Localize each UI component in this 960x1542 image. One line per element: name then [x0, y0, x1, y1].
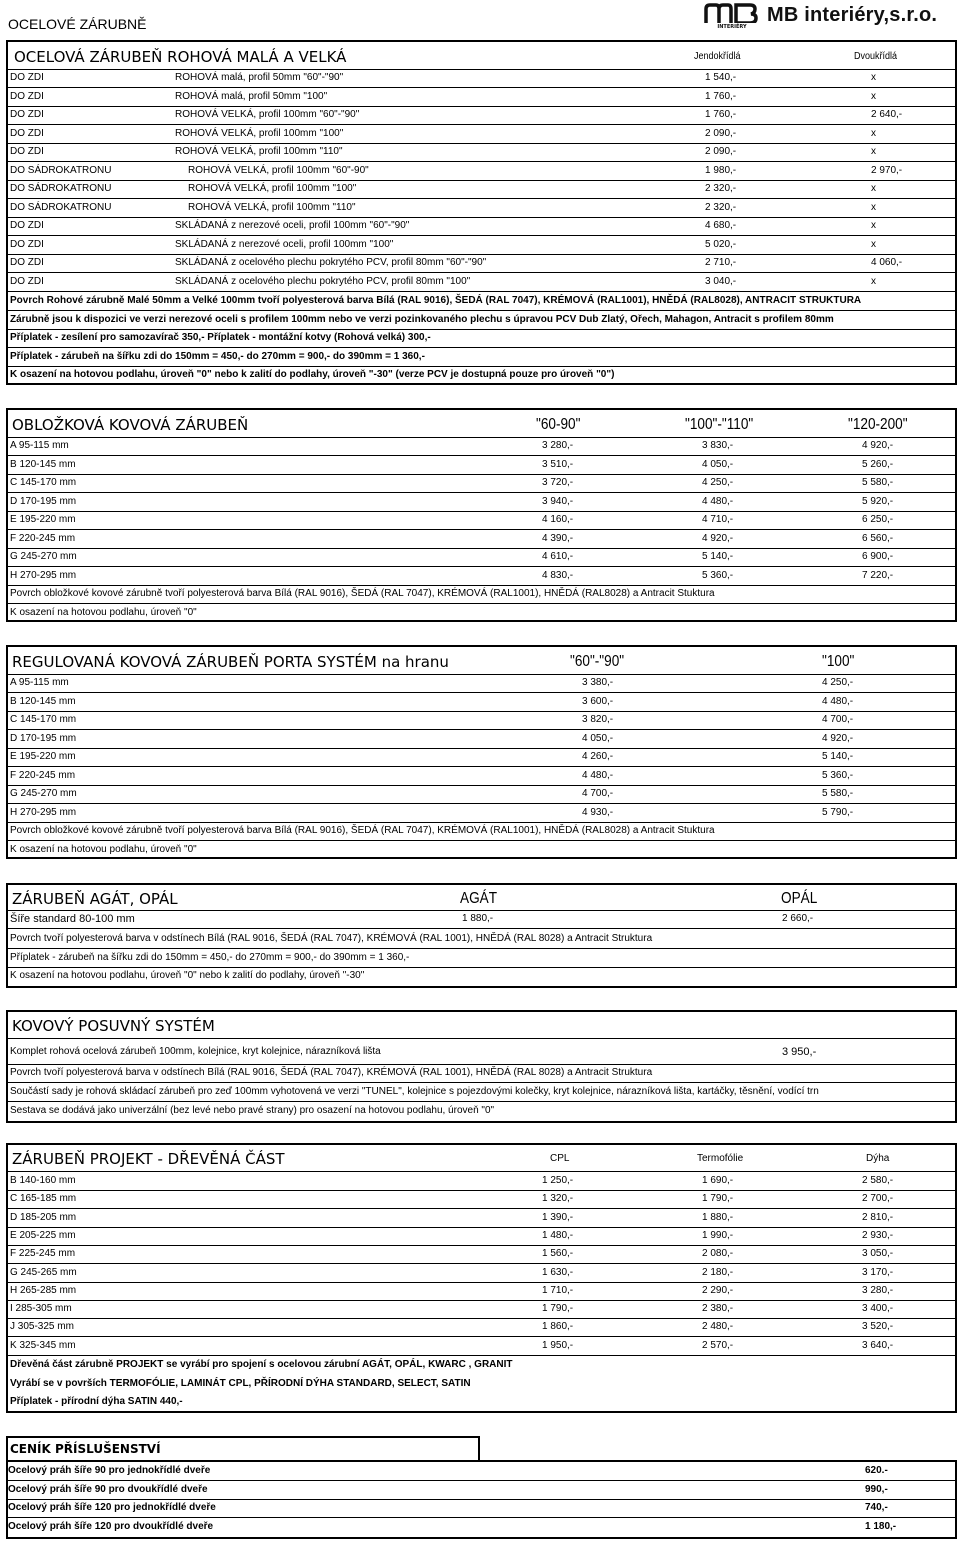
price-cell: 4 160,- — [542, 514, 574, 525]
row-size: J 305-325 mm — [10, 1321, 74, 1333]
row-description: SKLÁDANÁ z nerezové oceli, profil 100mm "100" — [175, 238, 394, 250]
price-double: x — [871, 72, 876, 83]
section-oblozkova — [6, 408, 957, 622]
column-header: Dýha — [866, 1153, 890, 1164]
price-double: x — [871, 201, 876, 213]
row-description: ROHOVÁ VELKÁ, profil 100mm "60"-90" — [188, 164, 369, 176]
table-row — [8, 1282, 955, 1301]
row-placement: DO SÁDROKATRONU — [10, 164, 112, 176]
table-row — [8, 1209, 955, 1228]
price-cell: 740,- — [865, 1502, 888, 1513]
price-cell: 4 610,- — [542, 551, 574, 562]
row-placement: DO ZDI — [10, 275, 44, 287]
logo-mark-icon — [703, 1, 761, 29]
note-text: Příplatek - zárubeň na šířku zdi do 150mm = 450,- do 270mm = 900,- do 390mm = 1 360,- — [10, 951, 410, 963]
price-cell: 4 920,- — [822, 732, 854, 744]
price-cell: 7 220,- — [862, 569, 894, 581]
price-single: 2 090,- — [705, 127, 737, 139]
price-single: 3 040,- — [705, 275, 737, 287]
price-cell: 3 520,- — [862, 1321, 894, 1333]
page-title: OCELOVÉ ZÁRUBNĚ — [8, 16, 147, 32]
table-row — [8, 511, 955, 530]
row-placement: DO ZDI — [10, 146, 44, 157]
row-description: SKLÁDANÁ z ocelového plechu pokrytého PCV, profil 80mm "60"-"90" — [175, 257, 487, 268]
note-row — [8, 1393, 955, 1411]
table-row — [8, 88, 955, 107]
logo-mark-text: INTERIÉRY — [717, 24, 747, 29]
row-size: H 265-285 mm — [10, 1284, 77, 1296]
price-cell: 3 510,- — [542, 458, 574, 470]
note-row — [8, 1083, 955, 1102]
table-header — [8, 45, 955, 70]
table-row — [8, 125, 955, 144]
row-size: G 245-270 mm — [10, 551, 77, 562]
section-title: OCELOVÁ ZÁRUBEŇ ROHOVÁ MALÁ A VELKÁ — [14, 48, 347, 66]
price-cell: 4 930,- — [582, 806, 614, 818]
row-size: E 195-220 mm — [10, 751, 76, 762]
row-placement: DO ZDI — [10, 238, 44, 250]
price-cell: 2 480,- — [702, 1321, 734, 1333]
note-text: Povrch tvoří polyesterová barva v odstínech Bílá (RAL 9016, ŠEDÁ (RAL 7047), KRÉMOVÁ (RAL 1001), HNĚDÁ (RAL 8028) a Antracit Struktura — [10, 933, 653, 944]
price-cell: 2 290,- — [702, 1284, 734, 1296]
note-row — [8, 366, 955, 384]
price-cell: 3 170,- — [862, 1266, 894, 1278]
table-row — [8, 1337, 955, 1356]
price-cell: 5 260,- — [862, 458, 894, 470]
price-cell: 1 790,- — [702, 1193, 734, 1205]
table-row — [8, 254, 955, 273]
note-text: K osazení na hotovou podlahu, úroveň "0" nebo k zalití do podlahy, úroveň "-30" (verze PCV je dostupná pouze pro úroveň "0") — [10, 369, 615, 381]
price-single: 1 540,- — [705, 72, 737, 83]
row-description: ROHOVÁ VELKÁ, profil 100mm "110" — [175, 146, 343, 157]
section-regulovana — [6, 645, 957, 859]
price-cell: 6 900,- — [862, 551, 894, 562]
table-row — [8, 674, 955, 693]
table-header — [8, 888, 955, 911]
table-row — [8, 693, 955, 712]
price-cell: 1 950,- — [542, 1339, 574, 1351]
price-single: 2 320,- — [705, 201, 737, 213]
table-row — [8, 1190, 955, 1209]
price-cell: 1 320,- — [542, 1193, 574, 1205]
row-placement: DO ZDI — [10, 90, 44, 102]
column-header: CPL — [550, 1153, 570, 1164]
row-size: D 170-195 mm — [10, 495, 77, 507]
company-logo — [703, 0, 937, 30]
price-cell: 1 710,- — [542, 1284, 574, 1296]
row-size: K 325-345 mm — [10, 1339, 76, 1351]
table-row — [8, 162, 955, 181]
table-row — [8, 767, 955, 786]
row-size: B 120-145 mm — [10, 695, 76, 707]
row-description: ROHOVÁ VELKÁ, profil 100mm "100" — [175, 127, 344, 139]
table-row — [8, 456, 955, 475]
column-header: AGÁT — [460, 890, 498, 907]
row-description: ROHOVÁ malá, profil 50mm "60"-"90" — [175, 72, 344, 83]
row-size: C 145-170 mm — [10, 714, 77, 725]
price-single: 5 020,- — [705, 238, 737, 250]
table-header — [8, 1147, 955, 1172]
price-single: 1 760,- — [705, 109, 737, 120]
price-cell: 2 810,- — [862, 1211, 894, 1223]
price-cell: 1 180,- — [865, 1520, 897, 1532]
section-title: ZÁRUBEŇ AGÁT, OPÁL — [12, 890, 178, 908]
table-header — [8, 413, 955, 438]
price-cell: 1 480,- — [542, 1229, 574, 1241]
price-cell: 990,- — [865, 1483, 888, 1495]
table-header — [8, 650, 955, 675]
row-size: Šíře standard 80-100 mm — [10, 913, 135, 925]
row-placement: DO ZDI — [10, 220, 44, 231]
section-prislusenstvi — [6, 1436, 957, 1539]
note-text: Dřevěná část zárubně PROJEKT se vyrábí pro spojení s ocelovou zárubní AGÁT, OPÁL, KWARC , GRANIT — [10, 1359, 513, 1370]
table-row — [8, 804, 955, 823]
note-row — [8, 1102, 955, 1120]
price-cell: 4 710,- — [702, 514, 734, 525]
price-cell: 2 700,- — [862, 1193, 894, 1205]
price-cell: 3 720,- — [542, 477, 574, 488]
table-row — [8, 217, 955, 236]
row-size: E 195-220 mm — [10, 514, 76, 525]
price-cell: 2 930,- — [862, 1229, 894, 1241]
price-cell: 3 380,- — [582, 677, 614, 688]
table-row — [8, 1300, 955, 1319]
price-cell: 3 050,- — [862, 1248, 894, 1260]
row-size: E 205-225 mm — [10, 1229, 76, 1241]
price-double: 2 640,- — [871, 109, 903, 120]
price-cell: 1 790,- — [542, 1303, 574, 1315]
row-placement: DO SÁDROKATRONU — [10, 183, 112, 194]
accessory-name: Ocelový práh šíře 120 pro dvoukřídlé dveře — [8, 1520, 214, 1532]
price-cell: 2 660,- — [782, 913, 814, 924]
row-size: G 245-270 mm — [10, 788, 77, 799]
price-cell: 4 700,- — [582, 788, 614, 799]
section-posuvny — [6, 1010, 957, 1123]
note-row — [8, 311, 955, 330]
price-double: 4 060,- — [871, 257, 903, 268]
row-size: H 270-295 mm — [10, 806, 77, 818]
note-row — [8, 967, 955, 985]
row-size: F 225-245 mm — [10, 1248, 76, 1260]
table-row — [8, 1227, 955, 1246]
column-header: OPÁL — [781, 890, 818, 907]
price-cell: 4 050,- — [702, 458, 734, 470]
row-placement: DO ZDI — [10, 109, 44, 120]
price-cell: 4 390,- — [542, 532, 574, 544]
note-row — [8, 1064, 955, 1083]
row-placement: DO ZDI — [10, 127, 44, 139]
price-cell: 3 280,- — [862, 1284, 894, 1296]
price-cell: 1 250,- — [542, 1175, 574, 1186]
row-description: SKLÁDANÁ z ocelového plechu pokrytého PCV, profil 80mm "100" — [175, 275, 471, 287]
price-cell: 1 560,- — [542, 1248, 574, 1260]
page-header — [0, 0, 960, 40]
section-title: ZÁRUBEŇ PROJEKT - DŘEVĚNÁ ČÁST — [12, 1150, 285, 1168]
table-row — [6, 1518, 957, 1536]
row-size: F 220-245 mm — [10, 769, 76, 781]
section-projekt — [6, 1143, 957, 1413]
row-description: ROHOVÁ malá, profil 50mm "100" — [175, 90, 328, 102]
note-text: Povrch Rohové zárubně Malé 50mm a Velké 100mm tvoří polyesterová barva Bílá (RAL 9016), ŠEDÁ (RAL 7047), KRÉMOVÁ (RAL1001), HNĚDÁ (RAL8028), ANTRACIT STRUKTURA — [10, 295, 862, 306]
table-row — [8, 548, 955, 567]
section-title: OBLOŽKOVÁ KOVOVÁ ZÁRUBEŇ — [12, 416, 249, 434]
section-agat-opal — [6, 883, 957, 988]
table-row — [8, 1040, 955, 1065]
column-header: "100"-"110" — [685, 416, 754, 433]
price-double: x — [871, 238, 876, 250]
row-size: B 140-160 mm — [10, 1175, 76, 1186]
note-text: K osazení na hotovou podlahu, úroveň "0" — [10, 607, 197, 618]
note-row — [8, 1356, 955, 1374]
price-cell: 3 820,- — [582, 714, 614, 725]
price-cell: 1 630,- — [542, 1266, 574, 1278]
price-double: x — [871, 220, 876, 231]
table-row — [8, 1245, 955, 1264]
row-size: C 165-185 mm — [10, 1193, 77, 1205]
row-placement: DO ZDI — [10, 72, 44, 83]
price-single: 2 090,- — [705, 146, 737, 157]
price-double: x — [871, 183, 876, 194]
price-single: 1 760,- — [705, 90, 737, 102]
price-cell: 2 580,- — [862, 1175, 894, 1186]
price-cell: 6 250,- — [862, 514, 894, 525]
price-double: x — [871, 127, 876, 139]
price-cell: 5 140,- — [822, 751, 854, 762]
section-title: CENÍK PŘÍSLUŠENSTVÍ — [10, 1442, 161, 1456]
row-description: Komplet rohová ocelová zárubeň 100mm, kolejnice, kryt kolejnice, nárazníková lišta — [10, 1046, 381, 1057]
price-cell: 5 360,- — [822, 769, 854, 781]
price-cell: 1 860,- — [542, 1321, 574, 1333]
table-row — [8, 1318, 955, 1337]
note-text: Příplatek - zesílení pro samozavírač 350,- Příplatek - montážní kotvy (Rohová velká) 300,- — [10, 332, 431, 344]
note-row — [8, 329, 955, 348]
price-cell: 1 390,- — [542, 1211, 574, 1223]
note-text: Příplatek - zárubeň na šířku zdi do 150mm = 450,- do 270mm = 900,- do 390mm = 1 360,- — [10, 350, 425, 362]
price-cell: 4 480,- — [702, 495, 734, 507]
table-header — [8, 1014, 955, 1039]
note-text: K osazení na hotovou podlahu, úroveň "0" — [10, 844, 197, 855]
row-size: C 145-170 mm — [10, 477, 77, 488]
note-text: Vyrábí se v površích TERMOFÓLIE, LAMINÁT CPL, PŘÍRODNÍ DÝHA STANDARD, SELECT, SATIN — [10, 1377, 471, 1389]
table-row — [8, 474, 955, 493]
price-cell: 2 080,- — [702, 1248, 734, 1260]
column-header: "120-200" — [848, 416, 908, 433]
column-header: "60-90" — [536, 416, 581, 433]
price-cell: 4 830,- — [542, 569, 574, 581]
price-cell: 3 640,- — [862, 1339, 894, 1351]
row-size: A 95-115 mm — [10, 440, 69, 451]
note-row — [8, 930, 955, 949]
accessory-name: Ocelový práh šíře 90 pro dvoukřídlé dveře — [8, 1483, 208, 1495]
column-header: Termofólie — [697, 1153, 744, 1164]
table-row — [8, 530, 955, 549]
table-row — [8, 106, 955, 125]
table-row — [8, 1264, 955, 1283]
row-size: G 245-265 mm — [10, 1266, 77, 1278]
price-cell: 620.- — [865, 1465, 888, 1476]
price-single: 2 710,- — [705, 257, 737, 268]
table-row — [8, 748, 955, 767]
note-text: Zárubně jsou k dispozici ve verzi nerezové oceli s profilem 100mm nebo ve verzi pozinkovaného plechu s úpravou PCV Dub Zlatý, Ořech, Mahagon, Antracit s profilem 80mm — [10, 313, 834, 325]
column-header: Jendokřídlá — [694, 51, 741, 62]
note-text: Povrch obložkové kovové zárubně tvoří polyesterová barva Bílá (RAL 9016), ŠEDÁ (RAL 7047), KRÉMOVÁ (RAL1001), HNĚDÁ (RAL8028) a Antracit Stuktura — [10, 588, 715, 599]
column-header: Dvoukřídlá — [854, 51, 898, 62]
row-size: D 170-195 mm — [10, 732, 77, 744]
table-row — [8, 1172, 955, 1191]
price-cell: 4 480,- — [822, 695, 854, 707]
accessory-name: Ocelový práh šíře 90 pro jednokřídlé dveře — [8, 1465, 211, 1476]
table-row — [6, 1499, 957, 1518]
price-single: 1 980,- — [705, 164, 737, 176]
note-row — [8, 822, 955, 841]
table-row — [8, 730, 955, 749]
price-single: 2 320,- — [705, 183, 737, 194]
note-text: Součástí sady je rohová skládací zárubeň pro zeď 100mm vyhotovená ve verzi "TUNEL", kolejnice s pojezdovými kolečky, kryt kolejnice, nárazníková lišta, kartáčky, těsnění, vodící trn — [10, 1086, 819, 1097]
row-description: SKLÁDANÁ z nerezové oceli, profil 100mm "60"-"90" — [175, 220, 410, 231]
row-size: A 95-115 mm — [10, 677, 69, 688]
table-row — [8, 493, 955, 512]
row-placement: DO ZDI — [10, 257, 44, 268]
table-row — [8, 567, 955, 586]
column-header: "100" — [822, 653, 855, 670]
price-cell: 4 480,- — [582, 769, 614, 781]
logo-text: MB interiéry,s.r.o. — [767, 3, 938, 26]
accessory-name: Ocelový práh šíře 120 pro jednokřídlé dveře — [8, 1502, 216, 1513]
price-cell: 4 250,- — [822, 677, 854, 688]
table-row — [8, 910, 955, 929]
row-size: F 220-245 mm — [10, 532, 76, 544]
price-cell: 4 260,- — [582, 751, 614, 762]
row-size: H 270-295 mm — [10, 569, 77, 581]
price-double: x — [871, 146, 876, 157]
price-cell: 1 880,- — [462, 913, 494, 924]
table-row — [8, 785, 955, 804]
price-cell: 3 940,- — [542, 495, 574, 507]
table-row — [8, 143, 955, 162]
note-text: Sestava se dodává jako univerzální (bez levé nebo pravé strany) pro osazení na hotovou podlahu, úroveň "0" — [10, 1105, 495, 1116]
price-cell: 5 580,- — [822, 788, 854, 799]
note-text: Povrch tvoří polyesterová barva v odstínech Bílá (RAL 9016, ŠEDÁ (RAL 7047), KRÉMOVÁ (RAL 1001), HNĚDÁ (RAL 8028) a Antracit Struktura — [10, 1067, 653, 1078]
row-size: I 285-305 mm — [10, 1303, 72, 1315]
price-cell: 5 920,- — [862, 495, 894, 507]
table-row — [8, 273, 955, 292]
row-size: B 120-145 mm — [10, 458, 76, 470]
price-double: x — [871, 275, 876, 287]
row-size: D 185-205 mm — [10, 1211, 77, 1223]
price-double: 2 970,- — [871, 164, 903, 176]
row-description: ROHOVÁ VELKÁ, profil 100mm "60"-"90" — [175, 109, 360, 120]
price-cell: 4 050,- — [582, 732, 614, 744]
row-description: ROHOVÁ VELKÁ, profil 100mm "100" — [188, 183, 357, 194]
price-cell: 3 280,- — [542, 440, 574, 451]
column-header: "60"-"90" — [570, 653, 625, 670]
price-cell: 3 950,- — [782, 1046, 817, 1058]
row-description: ROHOVÁ VELKÁ, profil 100mm "110" — [188, 201, 356, 213]
table-row — [6, 1462, 957, 1481]
note-row — [8, 1375, 955, 1393]
price-cell: 2 380,- — [702, 1303, 734, 1315]
note-row — [8, 604, 955, 622]
note-row — [8, 949, 955, 968]
price-cell: 5 140,- — [702, 551, 734, 562]
price-cell: 3 600,- — [582, 695, 614, 707]
price-cell: 2 180,- — [702, 1266, 734, 1278]
price-cell: 1 690,- — [702, 1175, 734, 1186]
note-row — [8, 585, 955, 604]
table-header — [6, 1438, 480, 1461]
price-cell: 2 570,- — [702, 1339, 734, 1351]
price-cell: 1 990,- — [702, 1229, 734, 1241]
table-row — [8, 69, 955, 88]
note-row — [8, 348, 955, 367]
table-row — [8, 199, 955, 218]
table-row — [6, 1481, 957, 1500]
price-cell: 5 790,- — [822, 806, 854, 818]
price-cell: 1 880,- — [702, 1211, 734, 1223]
price-cell: 6 560,- — [862, 532, 894, 544]
price-cell: 3 400,- — [862, 1303, 894, 1315]
price-cell: 4 920,- — [702, 532, 734, 544]
note-text: Příplatek - přírodní dýha SATIN 440,- — [10, 1396, 183, 1408]
section-title: REGULOVANÁ KOVOVÁ ZÁRUBEŇ PORTA SYSTÉM na hranu — [12, 653, 449, 671]
table-row — [8, 236, 955, 255]
section-title: KOVOVÝ POSUVNÝ SYSTÉM — [12, 1017, 215, 1035]
table-row — [8, 180, 955, 199]
price-single: 4 680,- — [705, 220, 737, 231]
price-cell: 5 360,- — [702, 569, 734, 581]
price-cell: 4 920,- — [862, 440, 894, 451]
price-cell: 5 580,- — [862, 477, 894, 488]
note-row — [8, 841, 955, 859]
table-row — [8, 711, 955, 730]
note-text: Povrch obložkové kovové zárubně tvoří polyesterová barva Bílá (RAL 9016), ŠEDÁ (RAL 7047), KRÉMOVÁ (RAL1001), HNĚDÁ (RAL8028) a Antracit Stuktura — [10, 825, 715, 836]
price-cell: 4 250,- — [702, 477, 734, 488]
row-placement: DO SÁDROKATRONU — [10, 201, 112, 213]
price-double: x — [871, 90, 876, 102]
note-row — [8, 292, 955, 311]
price-cell: 3 830,- — [702, 440, 734, 451]
price-cell: 4 700,- — [822, 714, 854, 725]
section-rohova — [6, 40, 957, 385]
note-text: K osazení na hotovou podlahu, úroveň "0" nebo k zalití do podlahy, úroveň "-30" — [10, 970, 365, 981]
table-row — [8, 437, 955, 456]
